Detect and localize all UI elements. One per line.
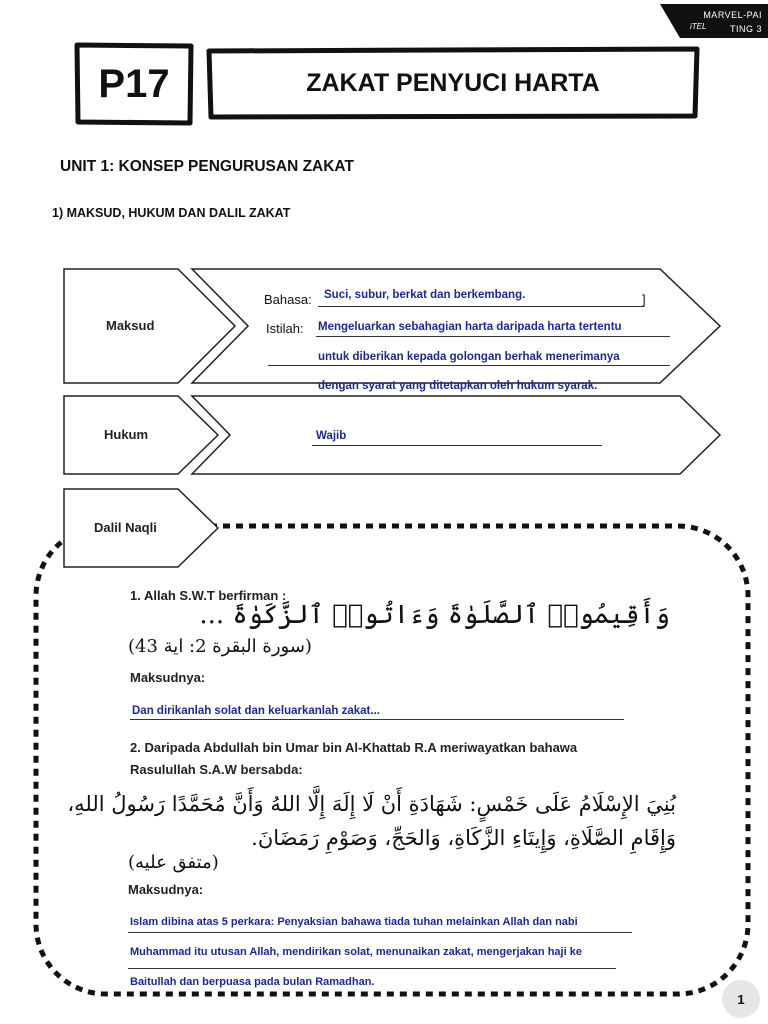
- dalil-item-2-intro-1: 2. Daripada Abdullah bin Umar bin Al-Khattab R.A meriwayatkan bahawa: [130, 740, 578, 755]
- istilah-label: Istilah:: [266, 321, 304, 336]
- maksud-label: Maksud: [106, 318, 155, 333]
- dalil-item-2-answer-line-3: Baitullah dan berpuasa pada bulan Ramadhan.: [130, 976, 375, 988]
- page-number: 1: [722, 980, 760, 1018]
- dalil-item-2-reference: (متفق عليه): [128, 852, 219, 873]
- dalil-item-1-arabic: وَأَقِيمُوا۟ ٱلصَّلَوٰةَ وَءَاتُوا۟ ٱلزَّكَوٰةَ ...: [199, 600, 670, 630]
- dalil-item-1-reference: (سورة البقرة 2: اية 43): [128, 636, 312, 657]
- bahasa-label: Bahasa:: [264, 292, 312, 307]
- dalil-item-2-line-2: [128, 968, 616, 969]
- series-name: MARVEL-PAI: [703, 10, 762, 20]
- dalil-item-1-intro: 1. Allah S.W.T berfirman :: [130, 588, 287, 603]
- dalil-item-2-arabic-2: وَإِقَامِ الصَّلَاةِ، وَإِيتَاءِ الزَّكَاةِ، وَالحَجِّ، وَصَوْمِ رَمَضَانَ.: [251, 826, 676, 850]
- istilah-line-1: [316, 336, 670, 337]
- dalil-item-1-line: [130, 719, 624, 720]
- page-title: ZAKAT PENYUCI HARTA: [306, 68, 600, 97]
- hukum-label: Hukum: [104, 427, 149, 442]
- istilah-answer-line-1: Mengeluarkan sebahagian harta daripada harta tertentu: [318, 321, 622, 333]
- istilah-answer-line-2: untuk diberikan kepada golongan berhak menerimanya: [318, 351, 620, 363]
- hukum-line: [312, 445, 602, 446]
- hukum-answer: Wajib: [316, 430, 347, 442]
- dalil-item-2-line-1: [128, 932, 632, 933]
- bahasa-line: [318, 306, 644, 307]
- dalil-item-2-intro-2: Rasulullah S.A.W bersabda:: [130, 762, 303, 777]
- unit-heading: UNIT 1: KONSEP PENGURUSAN ZAKAT: [60, 158, 354, 175]
- bahasa-bracket: ]: [642, 292, 646, 307]
- bahasa-answer: Suci, subur, berkat dan berkembang.: [324, 289, 526, 301]
- chapter-code: P17: [98, 61, 170, 106]
- istilah-line-2: [268, 365, 670, 366]
- dalil-item-2-answer-line-1: Islam dibina atas 5 perkara: Penyaksian bahawa tiada tuhan melainkan Allah dan nabi: [130, 916, 578, 928]
- dalil-item-2-maksud-label: Maksudnya:: [128, 882, 204, 897]
- dalil-label: Dalil Naqli: [94, 520, 157, 535]
- section-heading: 1) MAKSUD, HUKUM DAN DALIL ZAKAT: [52, 206, 291, 220]
- level-label: TING 3: [729, 24, 762, 34]
- dalil-item-2-arabic-1: بُنِيَ الإِسْلَامُ عَلَى خَمْسٍ: شَهَادَةِ أَنْ لَا إِلَهَ إِلَّا اللهُ وَأَنَّ مُحَمَّدًا رَسُولُ اللهِ،: [67, 792, 676, 816]
- hukum-answer-arrow: [192, 396, 720, 474]
- dalil-item-1-answer: Dan dirikanlah solat dan keluarkanlah zakat...: [132, 705, 380, 717]
- dalil-item-2-answer-line-2: Muhammad itu utusan Allah, mendirikan solat, menunaikan zakat, mengerjakan haji ke: [130, 946, 582, 958]
- logo: iTEL: [690, 22, 707, 31]
- dalil-item-1-maksud-label: Maksudnya:: [130, 670, 206, 685]
- istilah-answer-line-3: dengan syarat yang ditetapkan oleh hukum syarak.: [318, 380, 598, 392]
